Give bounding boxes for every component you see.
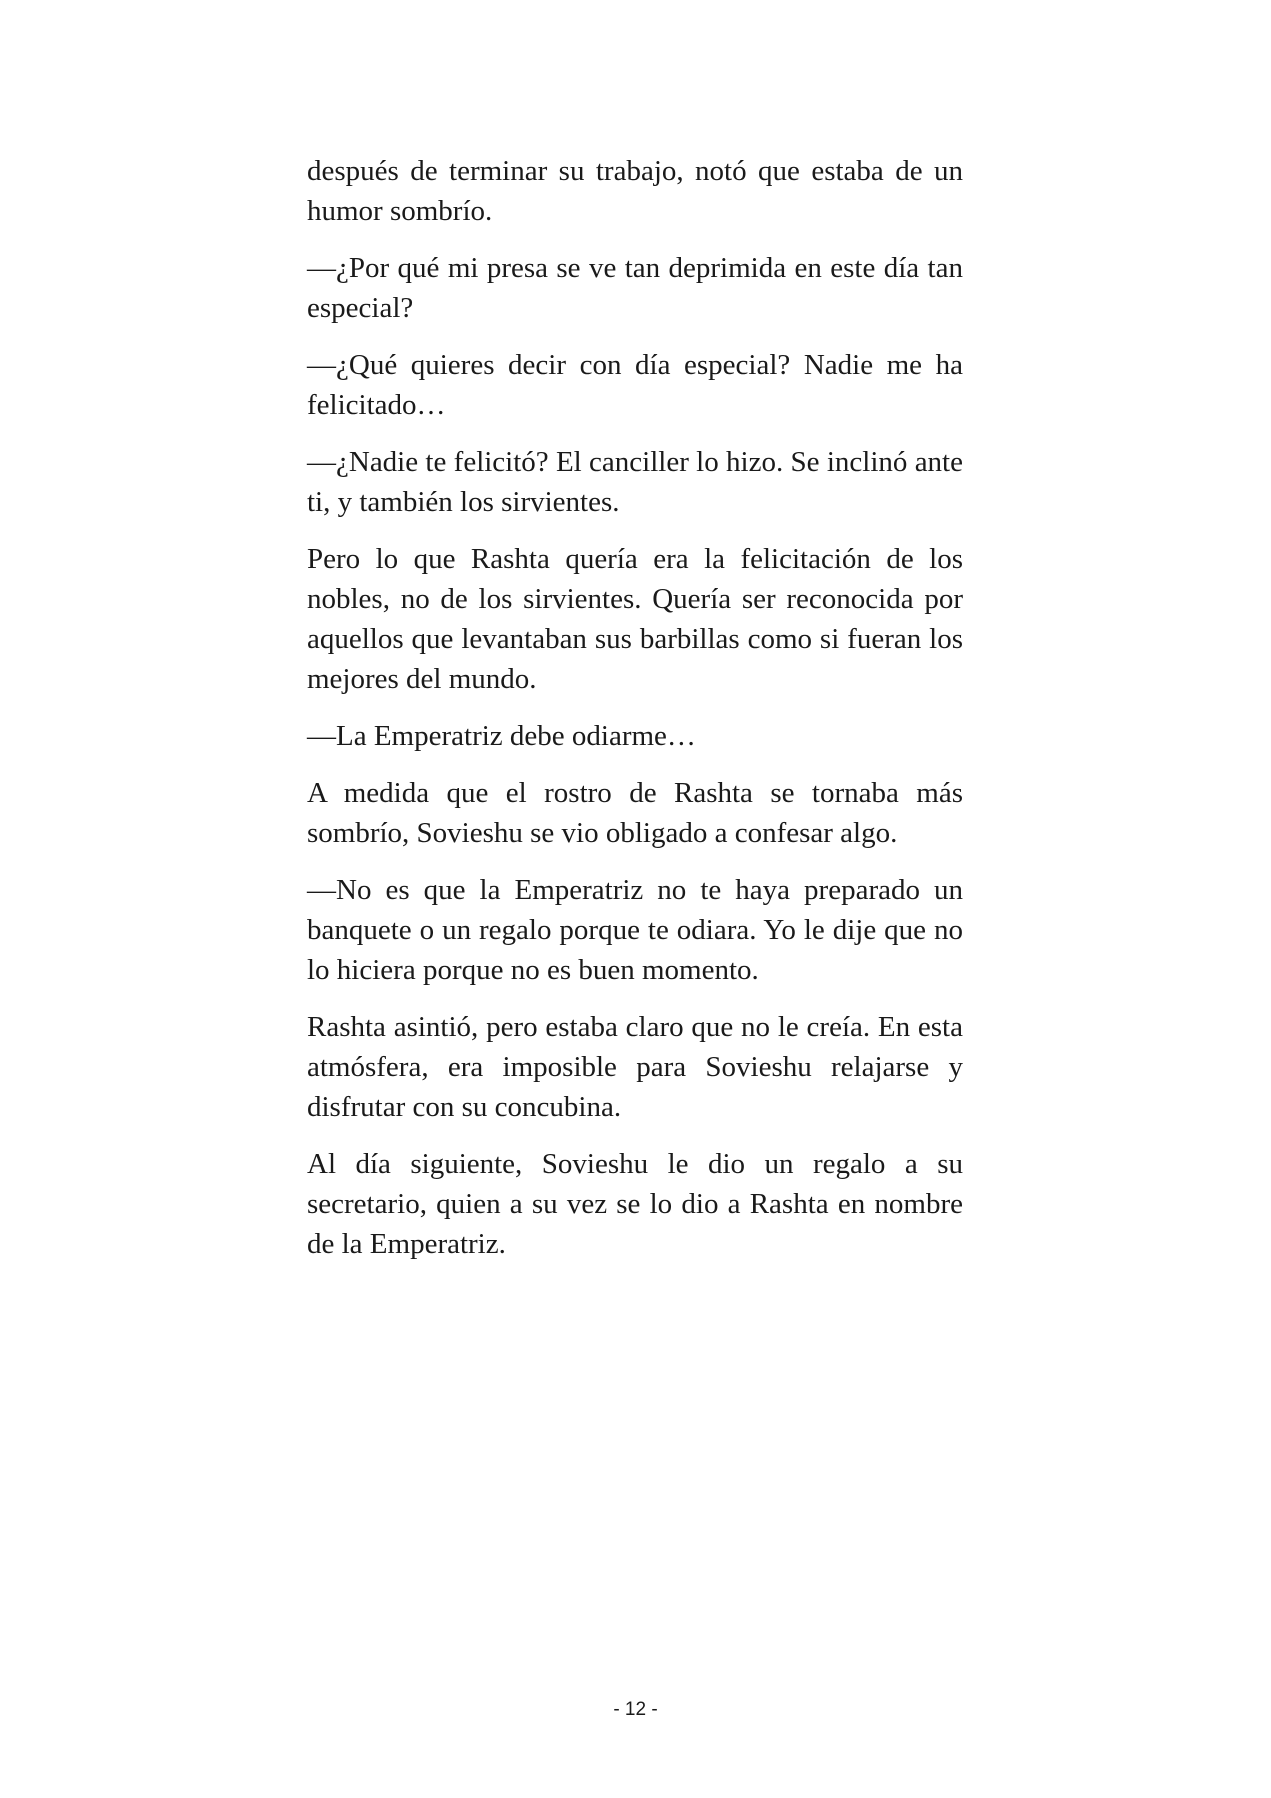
paragraph-7: A medida que el rostro de Rashta se tornaba más sombrío, Sovieshu se vio obligado a confesar algo. xyxy=(307,777,963,849)
paragraph-10: Al día siguiente, Sovieshu le dio un regalo a su secretario, quien a su vez se lo dio a Rashta en nombre de la Emperatriz. xyxy=(307,1148,963,1260)
paragraph-6: —La Emperatriz debe odiarme… xyxy=(307,720,696,752)
paragraph-2: —¿Por qué mi presa se ve tan deprimida en este día tan especial? xyxy=(307,252,963,324)
paragraph-5: Pero lo que Rashta quería era la felicitación de los nobles, no de los sirvientes. Quería ser reconocida por aquellos que levantaban sus barbillas como si fueran los mejores del mundo. xyxy=(307,543,963,695)
body-text xyxy=(307,151,963,1281)
paragraph-3: —¿Qué quieres decir con día especial? Nadie me ha felicitado… xyxy=(307,349,963,421)
page-number: - 12 - xyxy=(613,1699,658,1720)
paragraph-8: —No es que la Emperatriz no te haya preparado un banquete o un regalo porque te odiara. Yo le dije que no lo hiciera porque no es buen momento. xyxy=(307,874,963,986)
paragraph-9: Rashta asintió, pero estaba claro que no le creía. En esta atmósfera, era imposible para Sovieshu relajarse y disfrutar con su concubina. xyxy=(307,1011,963,1123)
paragraph-4: —¿Nadie te felicitó? El canciller lo hizo. Se inclinó ante ti, y también los sirvientes. xyxy=(307,446,963,518)
paragraph-1: después de terminar su trabajo, notó que estaba de un humor sombrío. xyxy=(307,155,963,227)
